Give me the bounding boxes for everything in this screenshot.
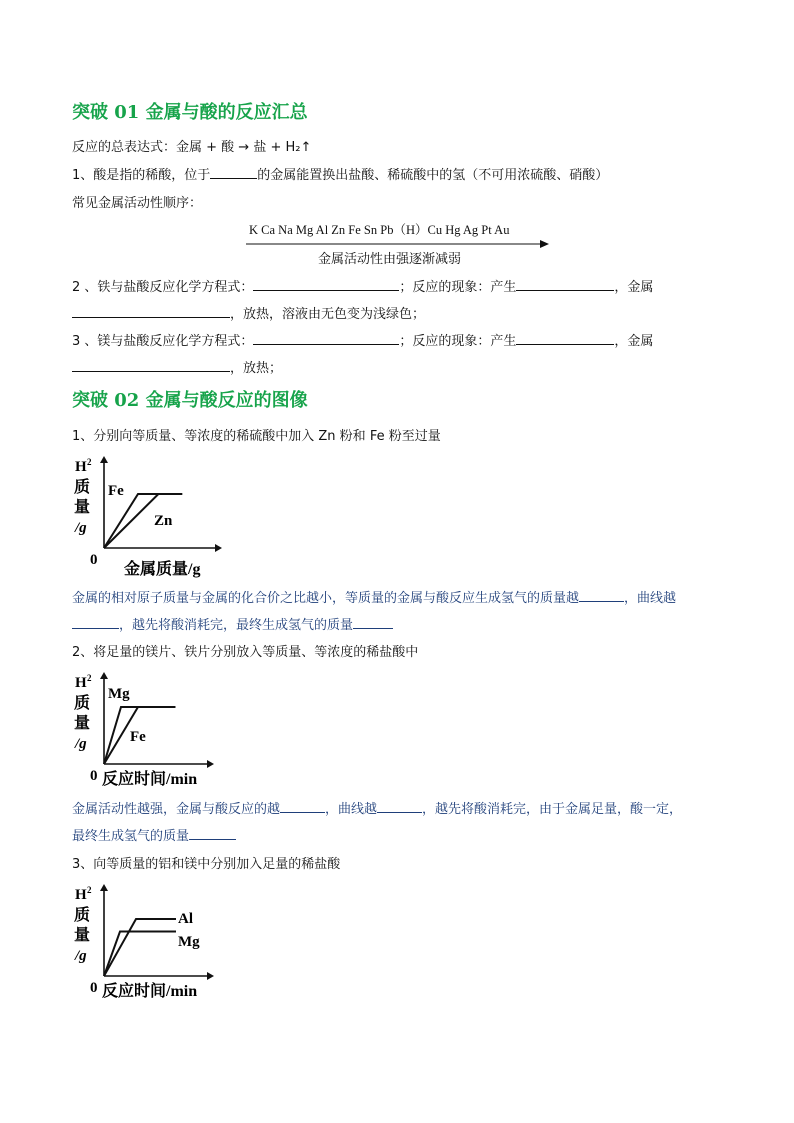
p2-final-blank[interactable] xyxy=(189,826,236,840)
q3-phenomenon-blank[interactable] xyxy=(516,331,614,345)
p1-curve-blank[interactable] xyxy=(72,615,119,629)
part1-text-a: 金属的相对原子质量与金属的化合价之比越小，等质量的金属与酸反应生成氢气的质量越 xyxy=(72,591,580,606)
q3-text-mid: ；反应的现象：产生 xyxy=(399,334,517,349)
y-axis-label-char2: 量 xyxy=(74,927,91,944)
part2-text-line2 xyxy=(72,825,236,844)
origin-label: 0 xyxy=(90,768,98,784)
y-axis-label-h: H xyxy=(75,459,87,475)
y-axis-label-unit: /g xyxy=(75,520,87,536)
y-axis-arrowhead xyxy=(100,456,108,463)
y-axis-label-subscript: 2 xyxy=(87,457,92,467)
y-axis-label-char1: 质 xyxy=(74,695,91,712)
activity-arrow-head xyxy=(540,240,549,248)
part1-heading: 1、分别向等质量、等浓度的稀硫酸中加入 Zn 粉和 Fe 粉至过量 xyxy=(72,429,441,444)
y-axis-arrowhead xyxy=(100,884,108,891)
q2-text-pre: 2 、铁与盐酸反应化学方程式： xyxy=(72,280,254,295)
x-axis-arrowhead xyxy=(215,544,222,552)
activity-caption: 金属活动性由强逐渐减弱 xyxy=(318,252,462,267)
part1-text-line2 xyxy=(72,614,393,633)
activity-heading: 常见金属活动性顺序： xyxy=(72,196,203,211)
q2-text-mid: ；反应的现象：产生 xyxy=(399,280,517,295)
series-label-mg: Mg xyxy=(178,934,200,950)
chart-al-mg-time xyxy=(72,880,242,1002)
chart-mg-fe-time xyxy=(72,668,242,790)
y-axis-label-unit: /g xyxy=(75,948,87,964)
p1-amount-blank[interactable] xyxy=(579,588,624,602)
part2-text-d: 最终生成氢气的质量 xyxy=(72,829,190,844)
activity-series: K Ca Na Mg Al Zn Fe Sn Pb（H）Cu Hg Ag Pt Au xyxy=(249,223,510,237)
part2-text-a: 金属活动性越强，金属与酸反应的越 xyxy=(72,802,281,817)
y-axis-label-subscript: 2 xyxy=(87,673,92,683)
part1-text-b: ，曲线越 xyxy=(624,591,677,606)
general-equation: 反应的总表达式：金属 + 酸 → 盐 + H₂↑ xyxy=(72,140,312,155)
origin-label: 0 xyxy=(90,552,98,568)
y-axis-label-unit: /g xyxy=(75,736,87,752)
y-axis-label-h: H xyxy=(75,887,87,903)
series-line-mg xyxy=(104,932,176,976)
p1-final-blank[interactable] xyxy=(353,615,393,629)
y-axis-arrowhead xyxy=(100,672,108,679)
question-3-line2 xyxy=(72,357,282,376)
question-2-line2 xyxy=(72,303,425,322)
origin-label: 0 xyxy=(90,980,98,996)
q2-equation-blank[interactable] xyxy=(253,277,399,291)
q3-metal-blank[interactable] xyxy=(72,358,230,372)
series-label-fe: Fe xyxy=(108,483,124,499)
q3-line2-text: ，放热； xyxy=(230,361,283,376)
q3-text-pre: 3 、镁与盐酸反应化学方程式： xyxy=(72,334,254,349)
question-1 xyxy=(72,164,608,183)
question-3 xyxy=(72,330,653,349)
y-axis-label-char2: 量 xyxy=(74,499,91,516)
series-label-fe: Fe xyxy=(130,729,146,745)
question-2 xyxy=(72,276,653,295)
q1-text-post: 的金属能置换出盐酸、稀硫酸中的氢（不可用浓硫酸、硝酸） xyxy=(257,168,609,183)
x-axis-arrowhead xyxy=(207,760,214,768)
part2-text-c: ，越先将酸消耗完，由于金属足量，酸一定， xyxy=(422,802,683,817)
q2-metal-blank[interactable] xyxy=(72,304,230,318)
q2-line2-text: ，放热，溶液由无色变为浅绿色； xyxy=(230,307,426,322)
y-axis-label-h: H xyxy=(75,675,87,691)
series-label-zn: Zn xyxy=(154,513,173,529)
q1-text-pre: 1、酸是指的稀酸，位于 xyxy=(72,168,211,183)
q3-text-end: ，金属 xyxy=(614,334,654,349)
q1-blank[interactable] xyxy=(210,165,257,179)
x-axis-arrowhead xyxy=(207,972,214,980)
part2-text-b: ，曲线越 xyxy=(325,802,378,817)
q2-text-end: ，金属 xyxy=(614,280,654,295)
part3-heading: 3、向等质量的铝和镁中分别加入足量的稀盐酸 xyxy=(72,857,341,872)
y-axis-label-char1: 质 xyxy=(74,907,91,924)
x-axis-label: 反应时间/min xyxy=(102,983,198,1000)
y-axis-label-char2: 量 xyxy=(74,715,91,732)
part2-heading: 2、将足量的镁片、铁片分别放入等质量、等浓度的稀盐酸中 xyxy=(72,645,419,660)
section2-title: 突破 02 金属与酸反应的图像 xyxy=(72,390,308,411)
x-axis-label: 反应时间/min xyxy=(102,771,198,788)
series-label-al: Al xyxy=(178,911,193,927)
chart-zn-fe-mass xyxy=(72,452,242,580)
section1-title: 突破 01 金属与酸的反应汇总 xyxy=(72,102,308,123)
q2-phenomenon-blank[interactable] xyxy=(516,277,614,291)
x-axis-label: 金属质量/g xyxy=(124,561,201,578)
q3-equation-blank[interactable] xyxy=(253,331,399,345)
y-axis-label-char1: 质 xyxy=(74,479,91,496)
p2-speed-blank[interactable] xyxy=(280,799,325,813)
y-axis-label-subscript: 2 xyxy=(87,885,92,895)
p2-curve-blank[interactable] xyxy=(377,799,422,813)
part1-text-c: ，越先将酸消耗完，最终生成氢气的质量 xyxy=(119,618,354,633)
part2-text xyxy=(72,798,682,817)
part1-text xyxy=(72,587,676,606)
series-label-mg: Mg xyxy=(108,686,130,702)
